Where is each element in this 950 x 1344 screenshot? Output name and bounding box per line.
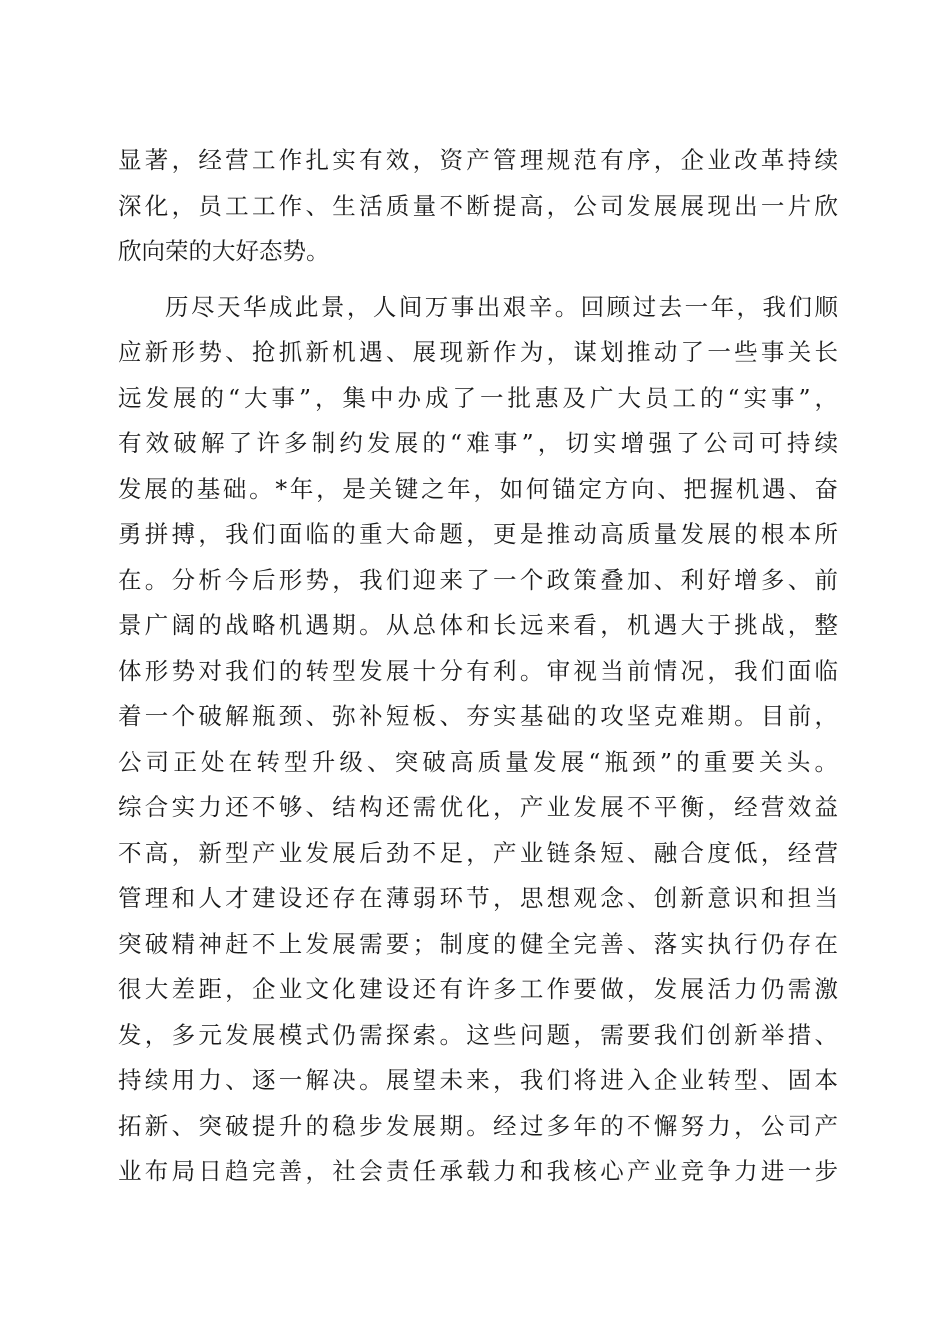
text-line: 发展的基础。*年，是关键之年，如何锚定方向、把握机遇、奋	[118, 474, 838, 503]
text-line: 管理和人才建设还存在薄弱环节，思想观念、创新意识和担当	[118, 884, 838, 912]
text-line: 景广阔的战略机遇期。从总体和长远来看，机遇大于挑战，整	[118, 611, 838, 639]
text-line: 应新形势、抢抓新机遇、展现新作为，谋划推动了一些事关长	[118, 338, 838, 366]
text-line: 欣向荣的大好态势。	[118, 237, 330, 265]
body-text	[118, 138, 838, 1195]
text-line: 体形势对我们的转型发展十分有利。审视当前情况，我们面临	[118, 656, 838, 685]
paragraph-gap	[118, 275, 838, 285]
text-line: 深化，员工工作、生活质量不断提高，公司发展展现出一片欣	[118, 191, 838, 220]
text-line: 公司正处在转型升级、突破高质量发展“瓶颈”的重要关头。	[118, 747, 838, 776]
text-line: 勇拼搏，我们面临的重大命题，更是推动高质量发展的根本所	[118, 520, 838, 548]
text-line: 着一个破解瓶颈、弥补短板、夯实基础的攻坚克难期。目前，	[118, 702, 838, 730]
text-line: 在。分析今后形势，我们迎来了一个政策叠加、利好增多、前	[118, 565, 838, 594]
text-line: 综合实力还不够、结构还需优化，产业发展不平衡，经营效益	[118, 793, 838, 821]
text-line: 发，多元发展模式仍需探索。这些问题，需要我们创新举措、	[118, 1020, 838, 1049]
text-line: 远发展的“大事”，集中办成了一批惠及广大员工的“实事”，	[118, 383, 838, 412]
text-line: 很大差距，企业文化建设还有许多工作要做，发展活力仍需激	[118, 975, 838, 1003]
text-line: 业布局日趋完善，社会责任承载力和我核心产业竞争力进一步	[118, 1157, 838, 1185]
text-line: 突破精神赶不上发展需要；制度的健全完善、落实执行仍存在	[118, 929, 838, 958]
text-line: 持续用力、逐一解决。展望未来，我们将进入企业转型、固本	[118, 1066, 838, 1094]
text-line: 有效破解了许多制约发展的“难事”，切实增强了公司可持续	[118, 429, 838, 457]
text-line: 拓新、突破提升的稳步发展期。经过多年的不懈努力，公司产	[118, 1111, 838, 1140]
text-line: 不高，新型产业发展后劲不足，产业链条短、融合度低，经营	[118, 838, 838, 867]
text-line: 历尽天华成此景，人间万事出艰辛。回顾过去一年，我们顺	[165, 292, 838, 321]
text-line: 显著，经营工作扎实有效，资产管理规范有序，企业改革持续	[118, 146, 838, 174]
